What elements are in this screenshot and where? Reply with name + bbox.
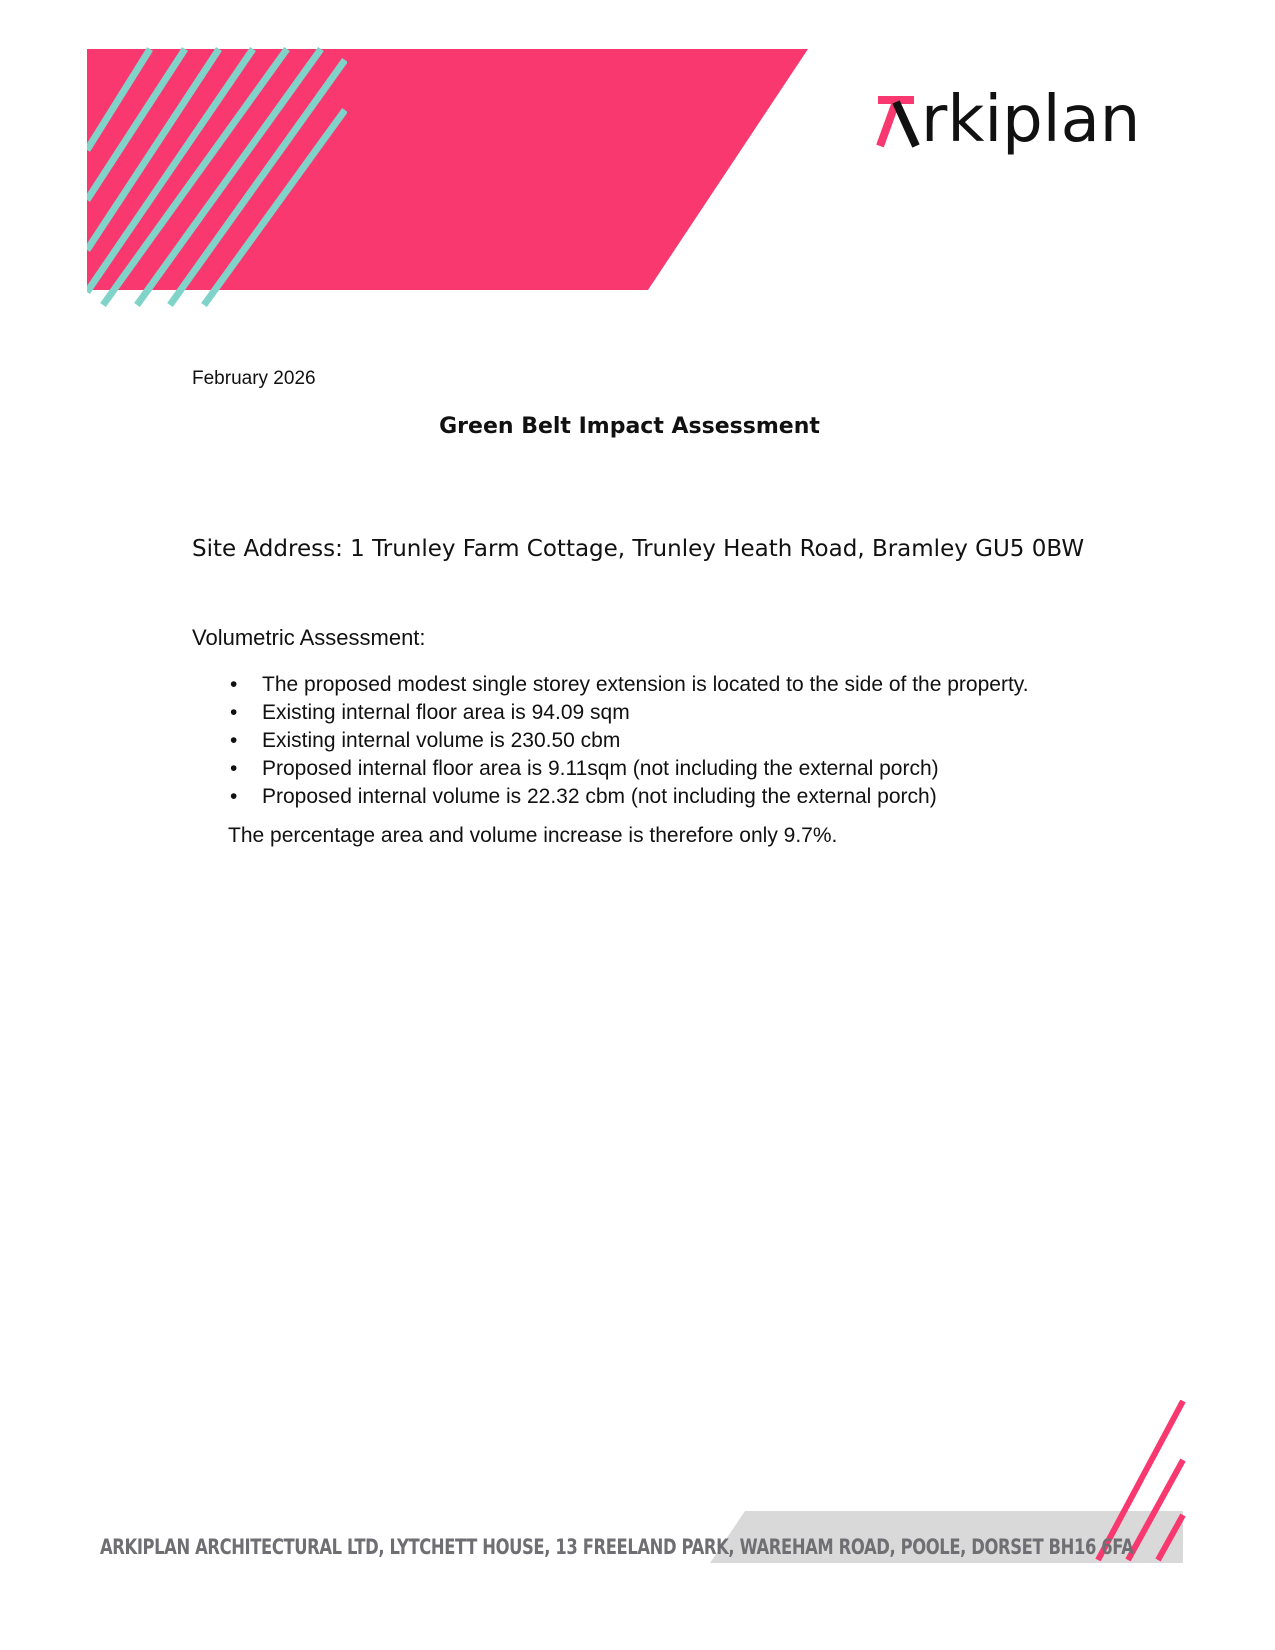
header-banner (0, 0, 1275, 330)
bullet-icon: • (230, 757, 238, 780)
bullet-icon: • (230, 729, 238, 752)
logo-a-mark-icon (876, 90, 924, 150)
site-address: Site Address: 1 Trunley Farm Cottage, Trunley Heath Road, Bramley GU5 0BW (192, 536, 1085, 562)
list-item: • Proposed internal volume is 22.32 cbm (not including the external porch) (192, 783, 1029, 811)
document-title-text: Green Belt Impact Assessment (439, 414, 820, 439)
list-item: • The proposed modest single storey extension is located to the side of the property. (192, 671, 1029, 699)
document-date: February 2026 (192, 368, 316, 389)
logo-wordmark: rkiplan (921, 83, 1141, 157)
document-title (0, 414, 1275, 439)
conclusion-text: The percentage area and volume increase is therefore only 9.7%. (228, 824, 838, 847)
bullet-icon: • (230, 673, 238, 696)
arkiplan-logo (876, 80, 1176, 160)
bullet-icon: • (230, 701, 238, 724)
footer-address: ARKIPLAN ARCHITECTURAL LTD, LYTCHETT HOUSE, 13 FREELAND PARK, WAREHAM ROAD, POOLE, DORSET BH16 6FA (100, 1535, 1134, 1559)
list-item: • Proposed internal floor area is 9.11sqm (not including the external porch) (192, 755, 1029, 783)
bullet-icon: • (230, 785, 238, 808)
list-item: • Existing internal volume is 230.50 cbm (192, 727, 1029, 755)
volumetric-bullet-list (192, 671, 1029, 811)
footer-art (0, 1400, 1275, 1650)
volumetric-heading: Volumetric Assessment: (192, 625, 426, 650)
list-item: • Existing internal floor area is 94.09 sqm (192, 699, 1029, 727)
